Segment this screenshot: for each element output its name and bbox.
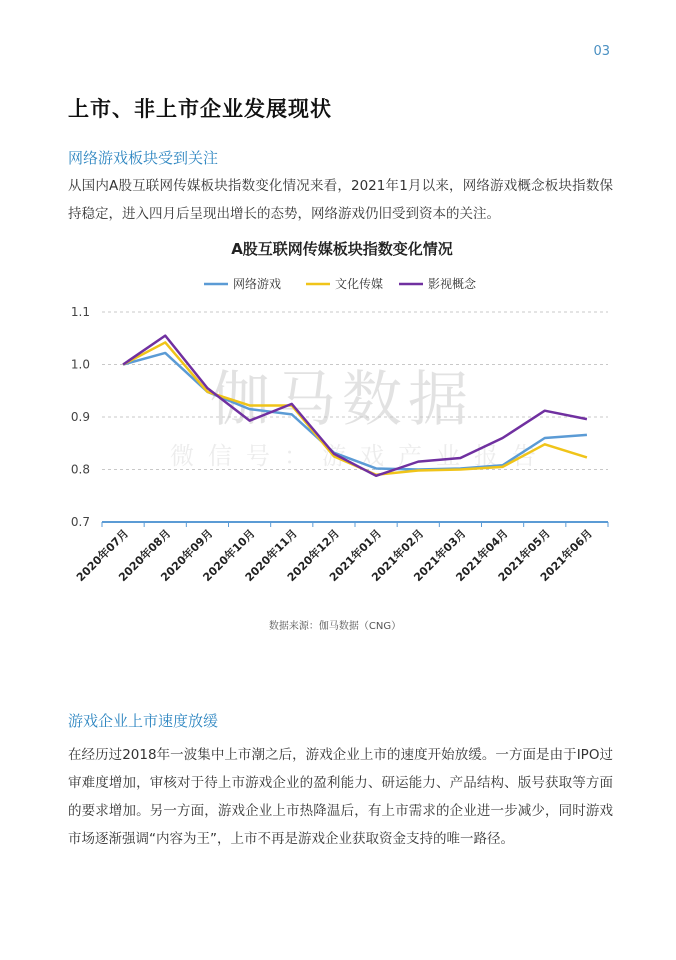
y-tick-label: 0.9: [70, 410, 90, 424]
x-tick-label: 2021年04月: [453, 526, 511, 585]
y-tick-label: 1.1: [70, 305, 90, 319]
x-tick-label: 2021年01月: [326, 526, 385, 585]
watermark-main: 伽马数据: [210, 365, 474, 435]
x-tick-label: 2021年06月: [537, 526, 596, 585]
legend-label: 文化传媒: [335, 277, 384, 291]
x-tick-label: 2020年10月: [200, 526, 258, 585]
x-tick-label: 2020年12月: [284, 526, 343, 585]
section-body-online-games: 从国内A股互联网传媒板块指数变化情况来看，2021年1月以来，网络游戏概念板块指数保持稳定，进入四月后呈现出增长的态势，网络游戏仍旧受到资本的关注。: [68, 178, 613, 222]
chart-source: 数据来源：伽马数据（CNG）: [268, 621, 402, 632]
chart-grid: [102, 312, 608, 522]
x-tick-label: 2020年11月: [242, 526, 300, 585]
chart-legend: [204, 276, 477, 291]
x-tick-label: 2021年03月: [411, 526, 469, 585]
chart-container: [30, 228, 650, 648]
x-tick-label: 2020年07月: [73, 526, 132, 585]
y-axis-ticks: [71, 305, 90, 529]
y-tick-label: 1.0: [70, 357, 90, 372]
legend-label: 影视概念: [428, 277, 477, 291]
section-title-ipo-slowdown: 游戏企业上市速度放缓: [68, 712, 219, 730]
x-tick-label: 2021年05月: [495, 526, 553, 585]
section-body-ipo-slowdown: 在经历过2018年一波集中上市潮之后，游戏企业上市的速度开始放缓。一方面是由于IPO过审难度增加，审核对于待上市游戏企业的盈利能力、研运能力、产品结构、版号获取等方面的要求增加。另一方面，游戏企业上市热降温后，有上市需求的企业进一步减少，同时游戏市场逐渐强调“内容为王”，上市不再是游戏企业获取资金支持的唯一路径。: [68, 747, 613, 847]
x-tick-label: 2020年08月: [116, 526, 174, 585]
section-title-online-games: 网络游戏板块受到关注: [68, 149, 219, 167]
x-tick-label: 2020年09月: [158, 526, 216, 585]
line-chart: [30, 228, 650, 648]
watermark-sub: 微信号：游戏产业报告: [170, 442, 550, 470]
y-tick-label: 0.8: [70, 462, 90, 477]
chart-title: A股互联网传媒板块指数变化情况: [231, 240, 453, 258]
y-tick-label: 0.7: [70, 515, 90, 529]
page-number: 03: [593, 44, 610, 59]
page-title: 上市、非上市企业发展现状: [68, 97, 332, 121]
x-axis-ticks: [73, 522, 608, 584]
legend-label: 网络游戏: [233, 277, 282, 291]
x-tick-label: 2021年02月: [369, 526, 427, 585]
